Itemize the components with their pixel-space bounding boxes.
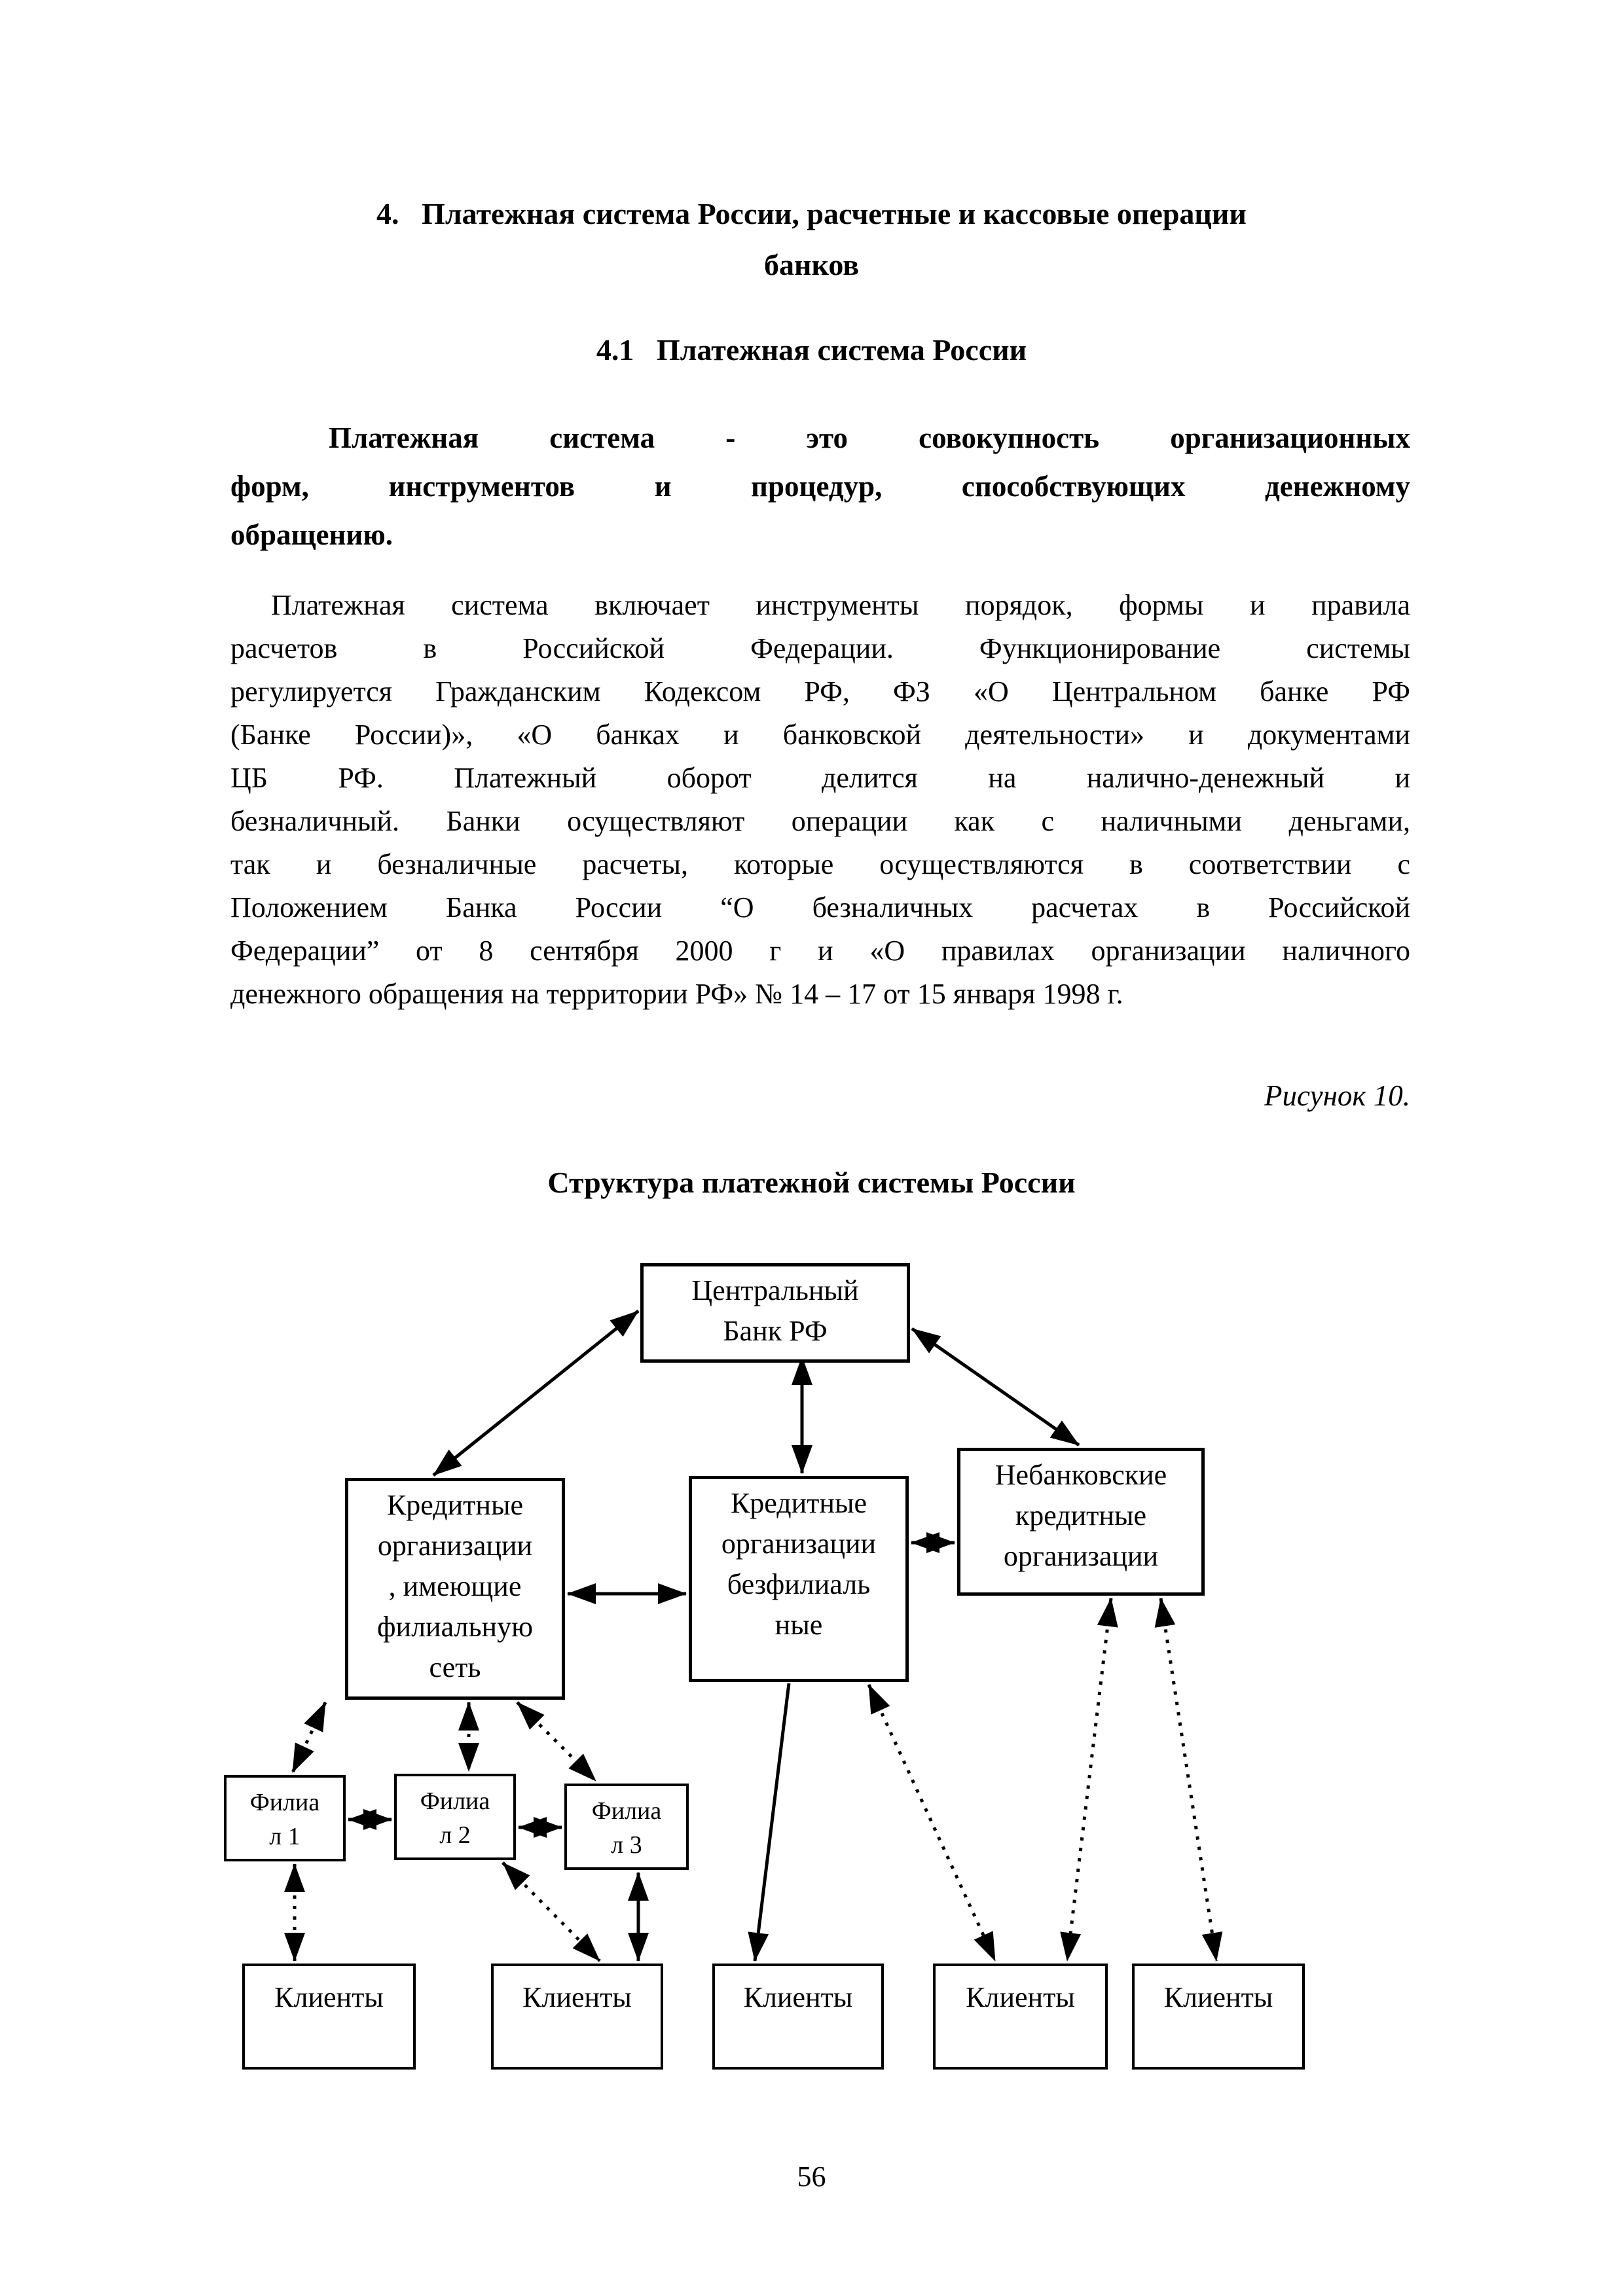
node-credit-orgs-no-branches: [689, 1476, 909, 1682]
arrow-branch2-clients2: [503, 1863, 600, 1961]
node-label: сеть: [429, 1651, 481, 1683]
figure-caption: Рисунок 10.: [1264, 1079, 1410, 1112]
lead-paragraph-line: Платежная система - это совокупность организационных: [329, 422, 1410, 454]
arrow-nobranchorgs-clients4: [869, 1685, 995, 1961]
body-paragraph-line: регулируется Гражданским Кодексом РФ, ФЗ «О Центральном банке РФ: [230, 675, 1410, 708]
node-clients-1: [242, 1964, 416, 2070]
section-heading: 4.1 Платежная система России: [596, 333, 1027, 367]
arrow-branchorgs-branch1: [293, 1702, 325, 1772]
node-label: безфилиаль: [727, 1568, 871, 1600]
node-clients-4: [933, 1964, 1108, 2070]
arrow-centralbank-branchorgs: [433, 1311, 638, 1475]
node-label: Кредитные: [730, 1487, 867, 1519]
node-label: Кредитные: [386, 1489, 524, 1521]
node-label: кредитные: [1015, 1499, 1147, 1532]
node-central-bank: [640, 1263, 910, 1363]
arrow-nonbank-clients4: [1067, 1598, 1111, 1961]
node-label: Центральный: [691, 1274, 859, 1306]
node-label: организации: [1003, 1540, 1159, 1572]
node-label: Клиенты: [1163, 1981, 1273, 2013]
body-paragraph-line: Платежная система включает инструменты порядок, формы и правила: [271, 589, 1410, 621]
node-label: л 2: [439, 1821, 471, 1849]
body-paragraph-line: Федерации” от 8 сентября 2000 г и «О правилах организации наличного: [230, 935, 1410, 967]
body-paragraph-line: денежного обращения на территории РФ» № 14 – 17 от 15 января 1998 г.: [230, 978, 1123, 1010]
lead-paragraph-line: обращению.: [230, 518, 393, 551]
lead-paragraph-line: форм, инструментов и процедур, способствующих денежному: [230, 470, 1410, 503]
arrow-nobranchorgs-clients3: [755, 1683, 789, 1961]
arrow-centralbank-nonbank: [912, 1329, 1079, 1445]
node-label: Филиа: [249, 1789, 320, 1816]
body-paragraph-line: расчетов в Российской Федерации. Функционирование системы: [230, 632, 1410, 664]
node-label: организации: [721, 1528, 877, 1560]
node-label: организации: [377, 1530, 533, 1562]
node-clients-2: [491, 1964, 663, 2070]
node-clients-3: [712, 1964, 884, 2070]
node-label: Клиенты: [274, 1981, 384, 2013]
node-label: Филиа: [591, 1797, 662, 1825]
node-label: , имеющие: [388, 1570, 522, 1602]
node-label: л 1: [269, 1823, 301, 1850]
node-branch-2: [394, 1774, 516, 1860]
node-branch-1: [224, 1775, 346, 1861]
figure-title: Структура платежной системы России: [547, 1166, 1076, 1199]
chapter-heading-line2: банков: [763, 248, 860, 281]
body-paragraph-line: так и безналичные расчеты, которые осуществляются в соответствии с: [230, 848, 1410, 880]
node-label: Филиа: [420, 1787, 490, 1815]
page-number: 56: [797, 2161, 826, 2193]
node-label: л 3: [611, 1831, 642, 1859]
body-paragraph-line: Положением Банка России “О безналичных расчетах в Российской: [230, 891, 1410, 924]
body-paragraph-line: безналичный. Банки осуществляют операции как с наличными деньгами,: [230, 805, 1410, 837]
chapter-heading-line1: 4. Платежная система России, расчетные и кассовые операции: [376, 197, 1247, 230]
arrow-branchorgs-branch3: [517, 1702, 596, 1781]
node-label: Небанковские: [994, 1459, 1167, 1491]
node-branch-3: [564, 1784, 689, 1870]
node-label: ные: [775, 1609, 823, 1641]
node-label: Клиенты: [966, 1981, 1075, 2013]
node-credit-orgs-with-branches: [345, 1478, 565, 1700]
body-paragraph-line: (Банке России)», «О банках и банковской деятельности» и документами: [230, 719, 1410, 751]
node-label: Банк РФ: [723, 1315, 828, 1347]
arrow-nonbank-clients5: [1161, 1598, 1216, 1961]
node-label: Клиенты: [743, 1981, 853, 2013]
node-label: Клиенты: [522, 1981, 632, 2013]
node-clients-5: [1132, 1964, 1305, 2070]
node-label: филиальную: [377, 1611, 533, 1643]
body-paragraph-line: ЦБ РФ. Платежный оборот делится на налично-денежный и: [230, 762, 1410, 794]
node-nonbank-credit-orgs: [957, 1448, 1205, 1596]
